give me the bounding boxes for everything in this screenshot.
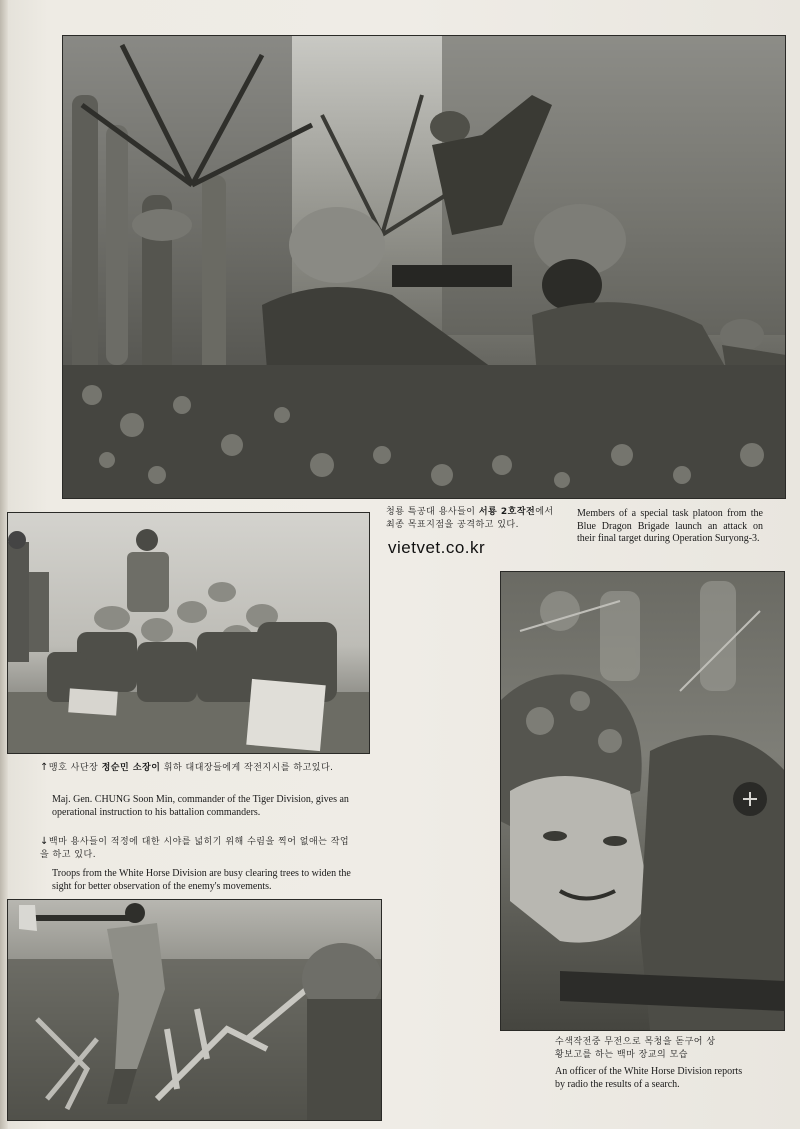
caption-tiger-ko-rank: 소장이 <box>129 763 161 773</box>
photo-radio-officer <box>500 571 785 1031</box>
caption-top-ko-text: 청룡 특공대 용사들이 <box>386 507 479 517</box>
caption-tiger-ko-name: 정순민 <box>101 763 130 773</box>
caption-trees-english: Troops from the White Horse Division are busy clearing trees to widen the sight for better observation of the enemy's movements. <box>52 868 351 892</box>
up-arrow-icon: ↑ <box>40 762 49 773</box>
caption-trees-korean <box>40 835 358 862</box>
site-watermark: vietvet.co.kr <box>388 538 486 557</box>
caption-tiger-english <box>52 794 352 819</box>
caption-tiger-en-name: Maj. Gen. CHUNG Soon Min <box>52 794 173 805</box>
caption-tiger-en-rest: , commander of the Tiger Division, gives an operational instruction to his battalion commanders. <box>52 794 349 818</box>
caption-tiger-ko-pre: 맹호 사단장 <box>48 763 102 773</box>
caption-radio-korean <box>555 1036 755 1062</box>
photo-clearing-trees <box>7 899 382 1121</box>
caption-trees-ko-text: 백마 용사들이 적정에 대한 시야를 넓히기 위해 수림을 찍어 없애는 작업을 하고 있다. <box>40 837 350 860</box>
caption-top-ko-operation: 서룡 2호작전 <box>478 507 536 517</box>
caption-radio-ko-line1: 수색작전중 무전으로 목청을 돋구어 상 <box>555 1037 716 1047</box>
caption-tiger-ko-post: 휘하 대대장들에게 작전지시를 하고있다. <box>160 763 334 773</box>
caption-top-ko-line2: 최종 목표지점을 공격하고 있다. <box>386 520 519 530</box>
photo-tiger-briefing-image <box>7 512 370 754</box>
caption-top-english: Members of a special task platoon from the Blue Dragon Brigade launch an attack on their final target during Operation Suryong-3. <box>577 508 763 544</box>
photo-blue-dragon-attack <box>62 35 786 499</box>
caption-radio-ko-line2: 황보고를 하는 백마 장교의 모습 <box>555 1050 688 1060</box>
caption-radio-english: An officer of the White Horse Division reports by radio the results of a search. <box>555 1066 743 1090</box>
caption-tiger-korean <box>40 761 360 775</box>
photo-tiger-briefing <box>7 512 370 754</box>
down-arrow-icon: ↓ <box>40 836 49 847</box>
photo-blue-dragon-attack-image <box>62 35 786 499</box>
photo-radio-officer-image <box>500 571 785 1031</box>
caption-top-ko-text-end: 에서 <box>535 507 554 517</box>
caption-top-korean <box>386 506 576 532</box>
photo-clearing-trees-image <box>7 899 382 1121</box>
